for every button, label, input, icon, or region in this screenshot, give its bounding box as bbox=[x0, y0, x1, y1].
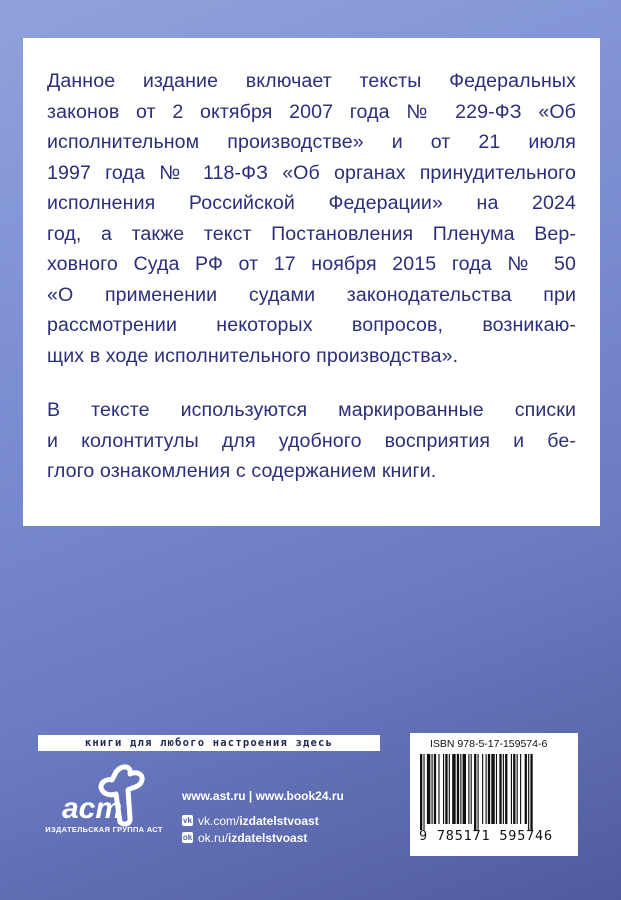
barcode-bar bbox=[478, 754, 479, 830]
text-line: Данное издание включает тексты Федеральных bbox=[47, 70, 576, 92]
barcode-bar bbox=[505, 754, 507, 824]
social-link-ok[interactable] bbox=[182, 829, 344, 846]
tagline-text: книги для любого настроения здесь bbox=[84, 737, 334, 749]
barcode-bar bbox=[420, 754, 422, 830]
barcode-bar bbox=[434, 754, 436, 824]
vk-icon: vk bbox=[183, 816, 192, 825]
text-line: ховного Суда РФ от 17 ноября 2015 года № 50 bbox=[47, 253, 576, 275]
description-panel bbox=[23, 38, 600, 526]
social-prefix: ok.ru/ bbox=[198, 830, 229, 845]
barcode-bar bbox=[530, 754, 532, 830]
publisher-caption: ИЗДАТЕЛЬСКАЯ ГРУППА АСТ bbox=[45, 825, 163, 834]
isbn-barcode-box bbox=[410, 733, 578, 856]
ok-icon: ok bbox=[182, 833, 193, 842]
barcode-bar bbox=[460, 754, 461, 824]
ast-logo-icon bbox=[50, 760, 160, 850]
barcode-bar bbox=[468, 754, 469, 824]
social-handle: izdatelstvoast bbox=[228, 830, 308, 845]
barcode-bar bbox=[503, 754, 504, 824]
barcode-bar bbox=[463, 754, 466, 824]
social-prefix: vk.com/ bbox=[198, 813, 240, 828]
text-line: глого ознакомления с содержанием книги. bbox=[47, 460, 437, 482]
barcode-bar bbox=[528, 754, 529, 830]
barcode-bar bbox=[511, 754, 512, 824]
barcode-bar bbox=[482, 754, 483, 824]
barcode-bar bbox=[496, 754, 497, 824]
publisher-links bbox=[182, 787, 344, 846]
barcode-bar bbox=[443, 754, 444, 824]
logo-wordmark: аст bbox=[62, 792, 123, 825]
barcode-bar bbox=[445, 754, 447, 824]
description-paragraph-2 bbox=[47, 395, 576, 487]
barcode-bar bbox=[457, 754, 459, 824]
barcode-bar bbox=[517, 754, 518, 824]
text-line: год, а также текст Постановления Пленума Вер- bbox=[47, 222, 576, 245]
social-link-vk[interactable] bbox=[182, 812, 344, 829]
tagline-bar bbox=[38, 735, 380, 751]
barcode-bar bbox=[499, 754, 501, 824]
barcode-bar bbox=[520, 754, 521, 824]
websites-line[interactable]: www.ast.ru | www.book24.ru bbox=[182, 788, 344, 803]
barcode-bar bbox=[449, 754, 450, 824]
barcode-icon bbox=[416, 754, 572, 830]
barcode-bar bbox=[525, 754, 527, 824]
barcode-bar bbox=[432, 754, 433, 824]
barcode-bar bbox=[427, 754, 430, 824]
barcode-bar bbox=[471, 754, 472, 824]
barcode-bar bbox=[488, 754, 490, 824]
text-line: щих в ходе исполнительного производства». bbox=[47, 344, 459, 367]
text-line: 1997 года № 118-ФЗ «Об органах принудительного bbox=[47, 161, 576, 184]
text-line: исполнительном производстве» и от 21 июля bbox=[47, 131, 576, 153]
barcode-bar bbox=[474, 754, 476, 830]
text-line: и колонтитулы для удобного восприятия и бе- bbox=[47, 429, 576, 452]
description-paragraph-1 bbox=[47, 66, 576, 371]
isbn-label: ISBN 978-5-17-159574-6 bbox=[430, 738, 548, 750]
text-line: исполнения Российской Федерации» на 2024 bbox=[47, 192, 576, 214]
text-line: рассмотрении некоторых вопросов, возникаю- bbox=[47, 314, 576, 336]
barcode-bar bbox=[423, 754, 424, 830]
text-line: «О применении судами законодательства при bbox=[47, 283, 576, 306]
barcode-bar bbox=[513, 754, 515, 824]
social-handle: izdatelstvoast bbox=[239, 813, 319, 828]
barcode-digits: 9 785171 595746 bbox=[419, 828, 553, 844]
text-line: В тексте используются маркированные списки bbox=[47, 399, 576, 421]
barcode-bar bbox=[438, 754, 439, 824]
barcode-bar bbox=[491, 754, 494, 824]
barcode-bar bbox=[486, 754, 487, 824]
barcode-bar bbox=[452, 754, 455, 824]
text-line: законов от 2 октября 2007 года № 229-ФЗ «Об bbox=[47, 100, 576, 123]
